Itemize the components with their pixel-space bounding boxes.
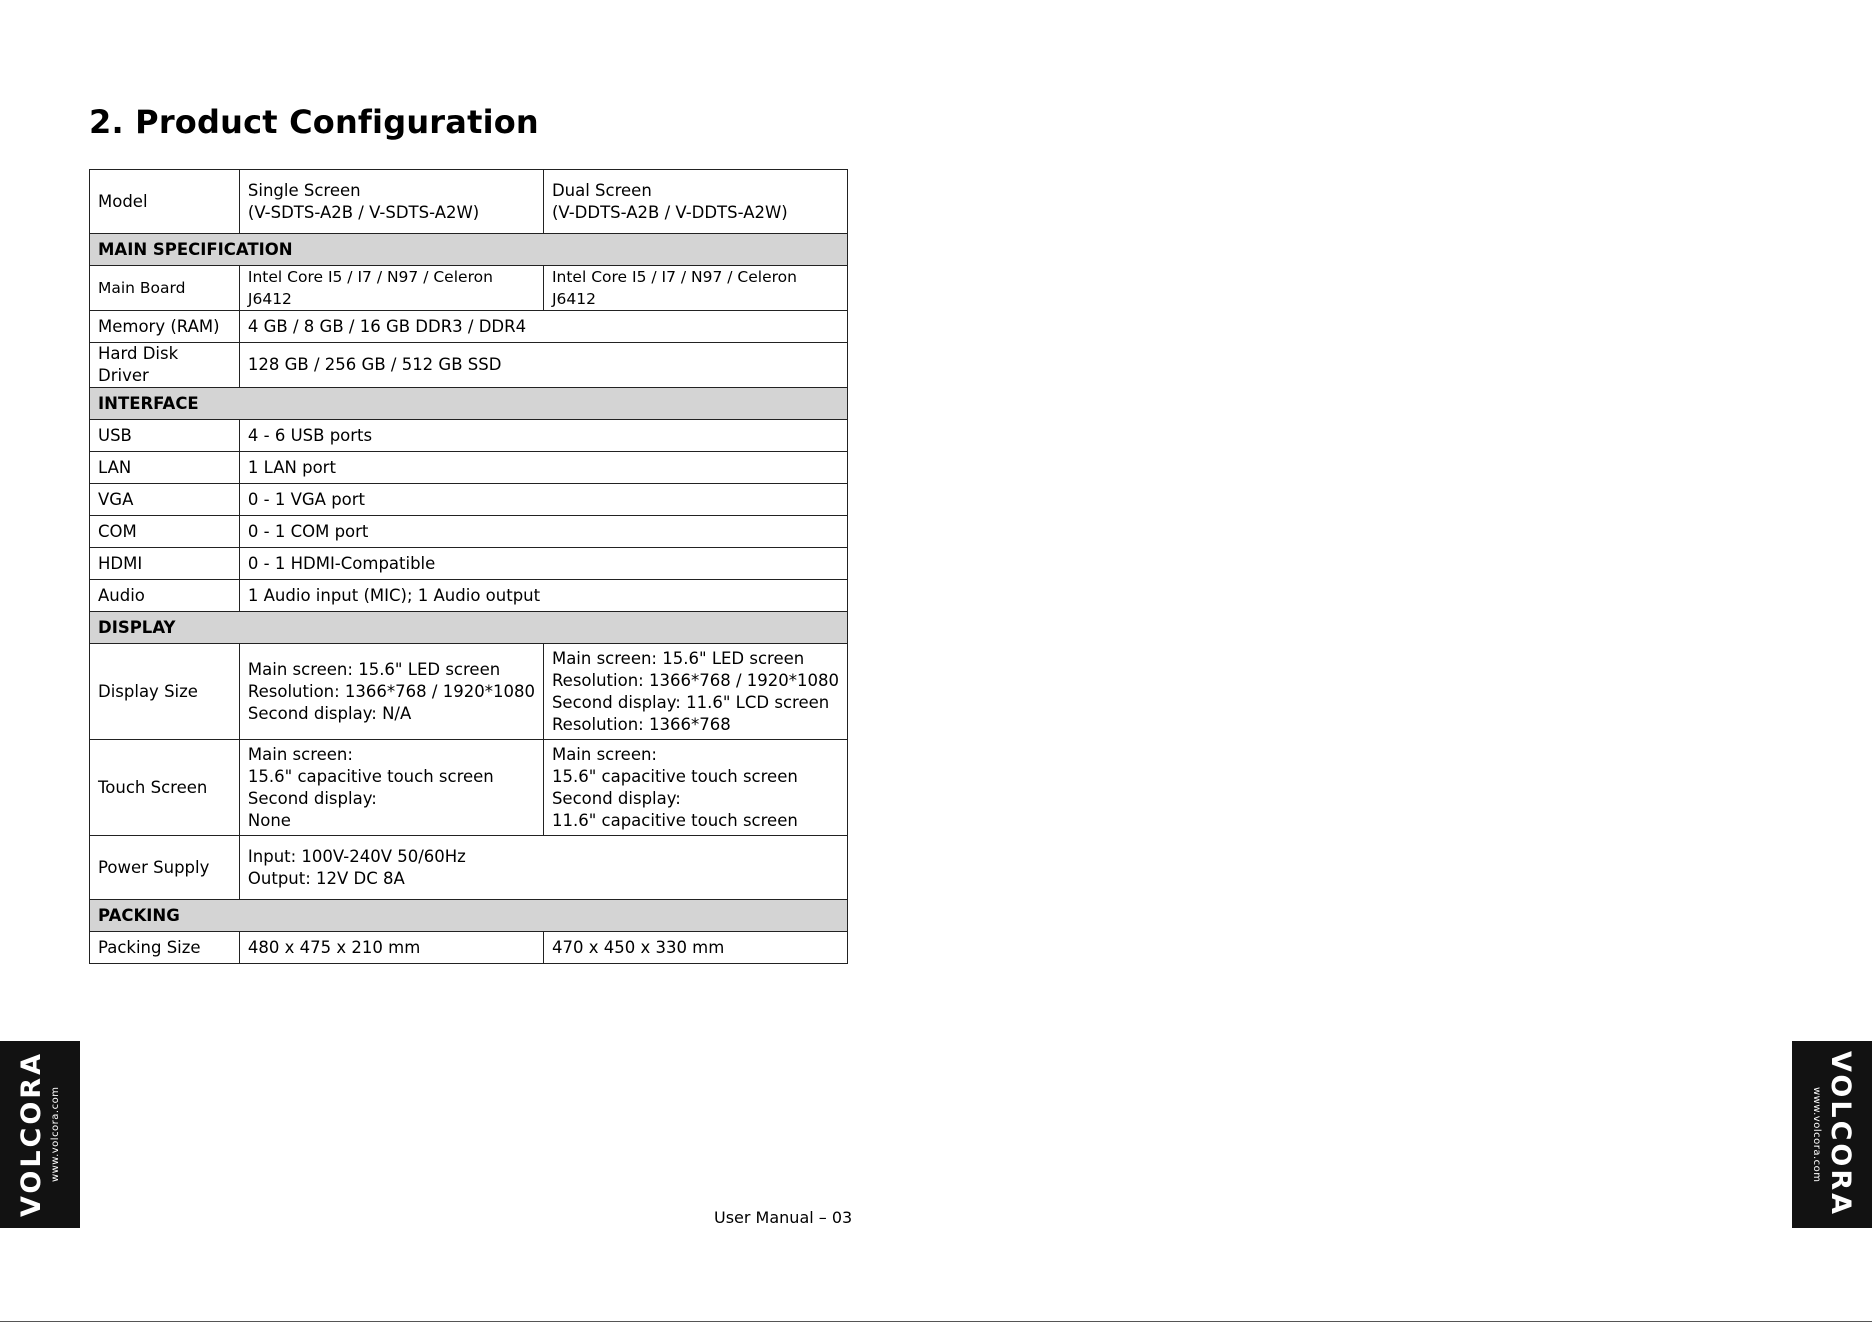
touch-screen-dual — [543, 740, 847, 836]
main-board-single: Intel Core I5 / I7 / N97 / Celeron J6412 — [239, 266, 543, 311]
row-label: Touch Screen — [90, 740, 240, 836]
section-heading: INTERFACE — [90, 388, 848, 420]
model-single-codes: (V-SDTS-A2B / V-SDTS-A2W) — [247, 202, 480, 222]
table-row-hard-disk — [90, 343, 848, 388]
table-row-display-size — [90, 644, 848, 740]
display-size-dual-line: Main screen: 15.6" LED screen — [551, 648, 805, 668]
brand-url: www.volcora.com — [1811, 1086, 1822, 1183]
row-label: Power Supply — [90, 836, 240, 900]
touch-screen-single-line: 15.6" capacitive touch screen — [247, 766, 494, 786]
section-main-specification — [90, 234, 848, 266]
power-supply-value — [239, 836, 847, 900]
table-row-hdmi — [90, 548, 848, 580]
row-label: Display Size — [90, 644, 240, 740]
display-size-dual-line: Resolution: 1366*768 — [551, 714, 731, 734]
display-size-single — [239, 644, 543, 740]
display-size-single-line: Resolution: 1366*768 / 1920*1080 — [247, 681, 535, 701]
row-value: 1 LAN port — [239, 452, 847, 484]
display-size-dual-line: Resolution: 1366*768 / 1920*1080 — [551, 670, 839, 690]
section-heading: MAIN SPECIFICATION — [90, 234, 848, 266]
row-label: Model — [90, 170, 240, 234]
main-board-dual: Intel Core I5 / I7 / N97 / Celeron J6412 — [543, 266, 847, 311]
table-row-main-board — [90, 266, 848, 311]
model-single-name: Single Screen — [247, 180, 361, 200]
display-size-single-line: Main screen: 15.6" LED screen — [247, 659, 501, 679]
row-label: COM — [90, 516, 240, 548]
brand-tab-right — [1792, 1041, 1872, 1228]
touch-screen-dual-line: 15.6" capacitive touch screen — [551, 766, 798, 786]
touch-screen-dual-line: Main screen: — [551, 744, 657, 764]
brand-name: VOLCORA — [1825, 1051, 1856, 1218]
power-supply-input: Input: 100V-240V 50/60Hz — [247, 846, 466, 866]
table-row-usb — [90, 420, 848, 452]
row-value: 4 GB / 8 GB / 16 GB DDR3 / DDR4 — [239, 311, 847, 343]
bottom-divider — [0, 1321, 1872, 1322]
row-value: 0 - 1 COM port — [239, 516, 847, 548]
table-row-packing-size — [90, 932, 848, 964]
brand-tab-left — [0, 1041, 80, 1228]
table-row-model — [90, 170, 848, 234]
touch-screen-dual-line: 11.6" capacitive touch screen — [551, 810, 798, 830]
section-heading: PACKING — [90, 900, 848, 932]
row-label: Audio — [90, 580, 240, 612]
touch-screen-single-line: None — [247, 810, 291, 830]
display-size-dual — [543, 644, 847, 740]
touch-screen-single — [239, 740, 543, 836]
brand-logo — [1808, 1051, 1856, 1217]
row-label: Main Board — [90, 266, 240, 311]
model-dual-codes: (V-DDTS-A2B / V-DDTS-A2W) — [551, 202, 788, 222]
section-heading: DISPLAY — [90, 612, 848, 644]
section-interface — [90, 388, 848, 420]
table-row-power-supply — [90, 836, 848, 900]
touch-screen-dual-line: Second display: — [551, 788, 681, 808]
table-row-lan — [90, 452, 848, 484]
power-supply-output: Output: 12V DC 8A — [247, 868, 405, 888]
table-row-vga — [90, 484, 848, 516]
table-row-touch-screen — [90, 740, 848, 836]
row-value: 0 - 1 VGA port — [239, 484, 847, 516]
page-footer: User Manual – 03 — [714, 1208, 853, 1227]
row-label: Memory (RAM) — [90, 311, 240, 343]
row-label: HDMI — [90, 548, 240, 580]
packing-size-dual: 470 x 450 x 330 mm — [543, 932, 847, 964]
row-value: 0 - 1 HDMI-Compatible — [239, 548, 847, 580]
row-label: LAN — [90, 452, 240, 484]
section-display — [90, 612, 848, 644]
touch-screen-single-line: Second display: — [247, 788, 377, 808]
page-title: 2. Product Configuration — [89, 103, 539, 141]
brand-logo — [16, 1051, 64, 1217]
row-value: 1 Audio input (MIC); 1 Audio output — [239, 580, 847, 612]
product-configuration-table — [89, 169, 848, 964]
section-packing — [90, 900, 848, 932]
row-label: Hard Disk Driver — [90, 343, 240, 388]
table-row-audio — [90, 580, 848, 612]
brand-name: VOLCORA — [16, 1051, 47, 1218]
table-row-com — [90, 516, 848, 548]
touch-screen-single-line: Main screen: — [247, 744, 353, 764]
row-label: Packing Size — [90, 932, 240, 964]
table-row-memory — [90, 311, 848, 343]
model-dual-name: Dual Screen — [551, 180, 652, 200]
model-single-cell — [239, 170, 543, 234]
row-label: USB — [90, 420, 240, 452]
display-size-single-line: Second display: N/A — [247, 703, 412, 723]
display-size-dual-line: Second display: 11.6" LCD screen — [551, 692, 830, 712]
model-dual-cell — [543, 170, 847, 234]
brand-url: www.volcora.com — [50, 1086, 61, 1183]
row-value: 4 - 6 USB ports — [239, 420, 847, 452]
row-label: VGA — [90, 484, 240, 516]
row-value: 128 GB / 256 GB / 512 GB SSD — [239, 343, 847, 388]
packing-size-single: 480 x 475 x 210 mm — [239, 932, 543, 964]
